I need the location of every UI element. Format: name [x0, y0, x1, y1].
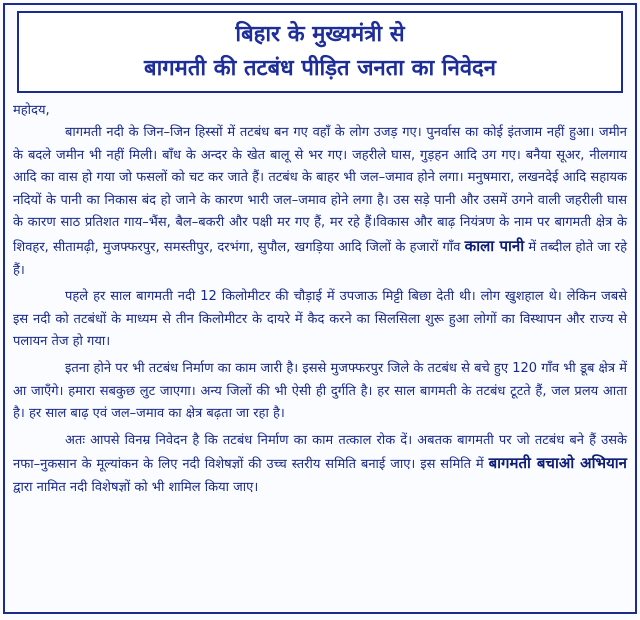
paragraph-3: इतना होने पर भी तटबंध निर्माण का काम जारी है। इससे मुजफ्फरपुर जिले के तटबंध से बचे हुए 120 गाँव भी डूब क्षेत्र में आ जाएँगे। हमारा सबकुछ लुट जाएगा। अन्य जिलों की भी ऐसी ही दुर्गति है। हर साल बागमती के तटबंध टूटते हैं, जल प्रलय आता है। हर साल बाढ़ एवं जल–जमाव का क्षेत्र बढ़ता जा रहा है। — [13, 360, 627, 422]
paragraph-4 — [13, 430, 627, 500]
highlight-kala-pani: काला पानी — [464, 236, 525, 255]
paragraph-1 — [13, 122, 627, 282]
paragraph-2: पहले हर साल बागमती नदी 12 किलोमीटर की चौड़ाई में उपजाऊ मिट्टी बिछा देती थी। लोग खुशहाल थे। लेकिन जबसे इस नदी को तटबंधों के माध्यम से तीन किलोमीटर के दायरे में कैद करने का सिलसिला शुरू हुआ लोगों का विस्थापन और राज्य से पलायन तेज हो गया। — [13, 289, 627, 350]
paragraph-4-text-b: द्वारा नामित नदी विशेषज्ञों को भी शामिल किया जाए। — [13, 479, 259, 495]
letter-body — [13, 100, 627, 504]
title-line-1: बिहार के मुख्यमंत्री से — [235, 22, 405, 47]
title-line-2: बागमती की तटबंध पीड़ित जनता का निवेदन — [144, 56, 496, 81]
document-page — [3, 3, 637, 614]
title-box — [17, 11, 623, 93]
highlight-bagmati-bachao-abhiyan: बागमती बचाओ अभियान — [488, 454, 627, 473]
paragraph-1-text-b: में तब्दील होते जा रहे हैं। — [13, 239, 627, 278]
salutation: महोदय, — [13, 103, 50, 118]
paragraph-4-text-a: अतः आपसे विनम्र निवेदन है कि तटबंध निर्माण का काम तत्काल रोक दें। अबतक बागमती पर जो तटबंध बने हैं उसके नफा–नुकसान के मूल्यांकन के लिए नदी विशेषज्ञों की उच्च स्तरीय समिति बनाई जाए। इस समिति में — [13, 432, 627, 473]
paragraph-1-text-a: बागमती नदी के जिन–जिन हिस्सों में तटबंध बन गए वहाँ के लोग उजड़ गए। पुनर्वास का कोई इंतजाम नहीं हुआ। जमीन के बदले जमीन भी नहीं मिली। बाँध के अन्दर के खेत बालू से भर गए। जहरीले घास, गुड़हन आदि उग गए। बनैया सूअर, नीलगाय आदि का वास हो गया जो फसलों को चट कर जाते हैं। तटबंध के बाहर भी जल–जमाव होने लगा। मनुषमारा, लखनदेई आदि सहायक नदियों के पानी का निकास बंद हो जाने के कारण भारी जल–जमाव होने लगा है। उस सड़े पानी और उसमें उगने वाली जहरीली घास के कारण साठ प्रतिशत गाय–भैंस, बैल–बकरी और पक्षी मर गए हैं, मर रहे हैं।विकास और बाढ़ नियंत्रण के नाम पर बागमती क्षेत्र के शिवहर, सीतामढ़ी, मुजफ्फरपुर, समस्तीपुर, दरभंगा, सुपौल, खगड़िया आदि जिलों के हजारों गाँव — [13, 125, 627, 255]
